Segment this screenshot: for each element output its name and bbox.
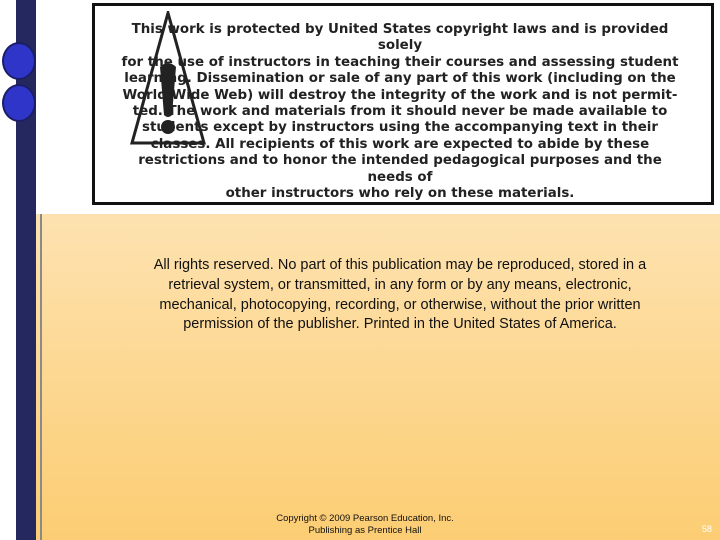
copyright-line: Copyright © 2009 Pearson Education, Inc.	[276, 513, 454, 524]
copyright-notice-text	[114, 22, 686, 202]
page-number: 58	[701, 524, 712, 534]
notice-line: World Wide Web) will destroy the integrity of the work and is not permit-	[122, 87, 678, 103]
rights-line: permission of the publisher. Printed in the United States of America.	[183, 316, 617, 333]
circle-ornament-bottom	[2, 84, 36, 122]
notice-line: restrictions and to honor the intended pedagogical purposes and the needs of	[138, 153, 662, 185]
footer-copyright	[250, 513, 480, 537]
rights-line: All rights reserved. No part of this publication may be reproduced, stored in a	[153, 257, 647, 273]
notice-line: ted. The work and materials from it should never be made available to	[132, 104, 668, 120]
rights-line: mechanical, photocopying, recording, or otherwise, without the prior written	[159, 296, 641, 313]
notice-line: students except by instructors using the accompanying text in their	[142, 120, 658, 136]
rights-line: retrieval system, or transmitted, in any form or by any means, electronic,	[168, 276, 632, 293]
divider-line	[40, 214, 42, 540]
circle-ornament-top	[2, 42, 36, 80]
notice-line: This work is protected by United States copyright laws and is provided solely	[131, 22, 669, 54]
notice-line: learning. Dissemination or sale of any part of this work (including on the	[124, 71, 676, 87]
publisher-line: Publishing as Prentice Hall	[308, 525, 422, 536]
rights-reserved-paragraph	[120, 256, 680, 335]
left-decorative-bar	[0, 0, 36, 540]
notice-line: classes. All recipients of this work are expected to abide by these	[150, 136, 650, 152]
notice-line: for the use of instructors in teaching their courses and assessing student	[121, 54, 679, 70]
left-stripe	[16, 0, 36, 540]
notice-line: other instructors who rely on these materials.	[225, 186, 575, 202]
